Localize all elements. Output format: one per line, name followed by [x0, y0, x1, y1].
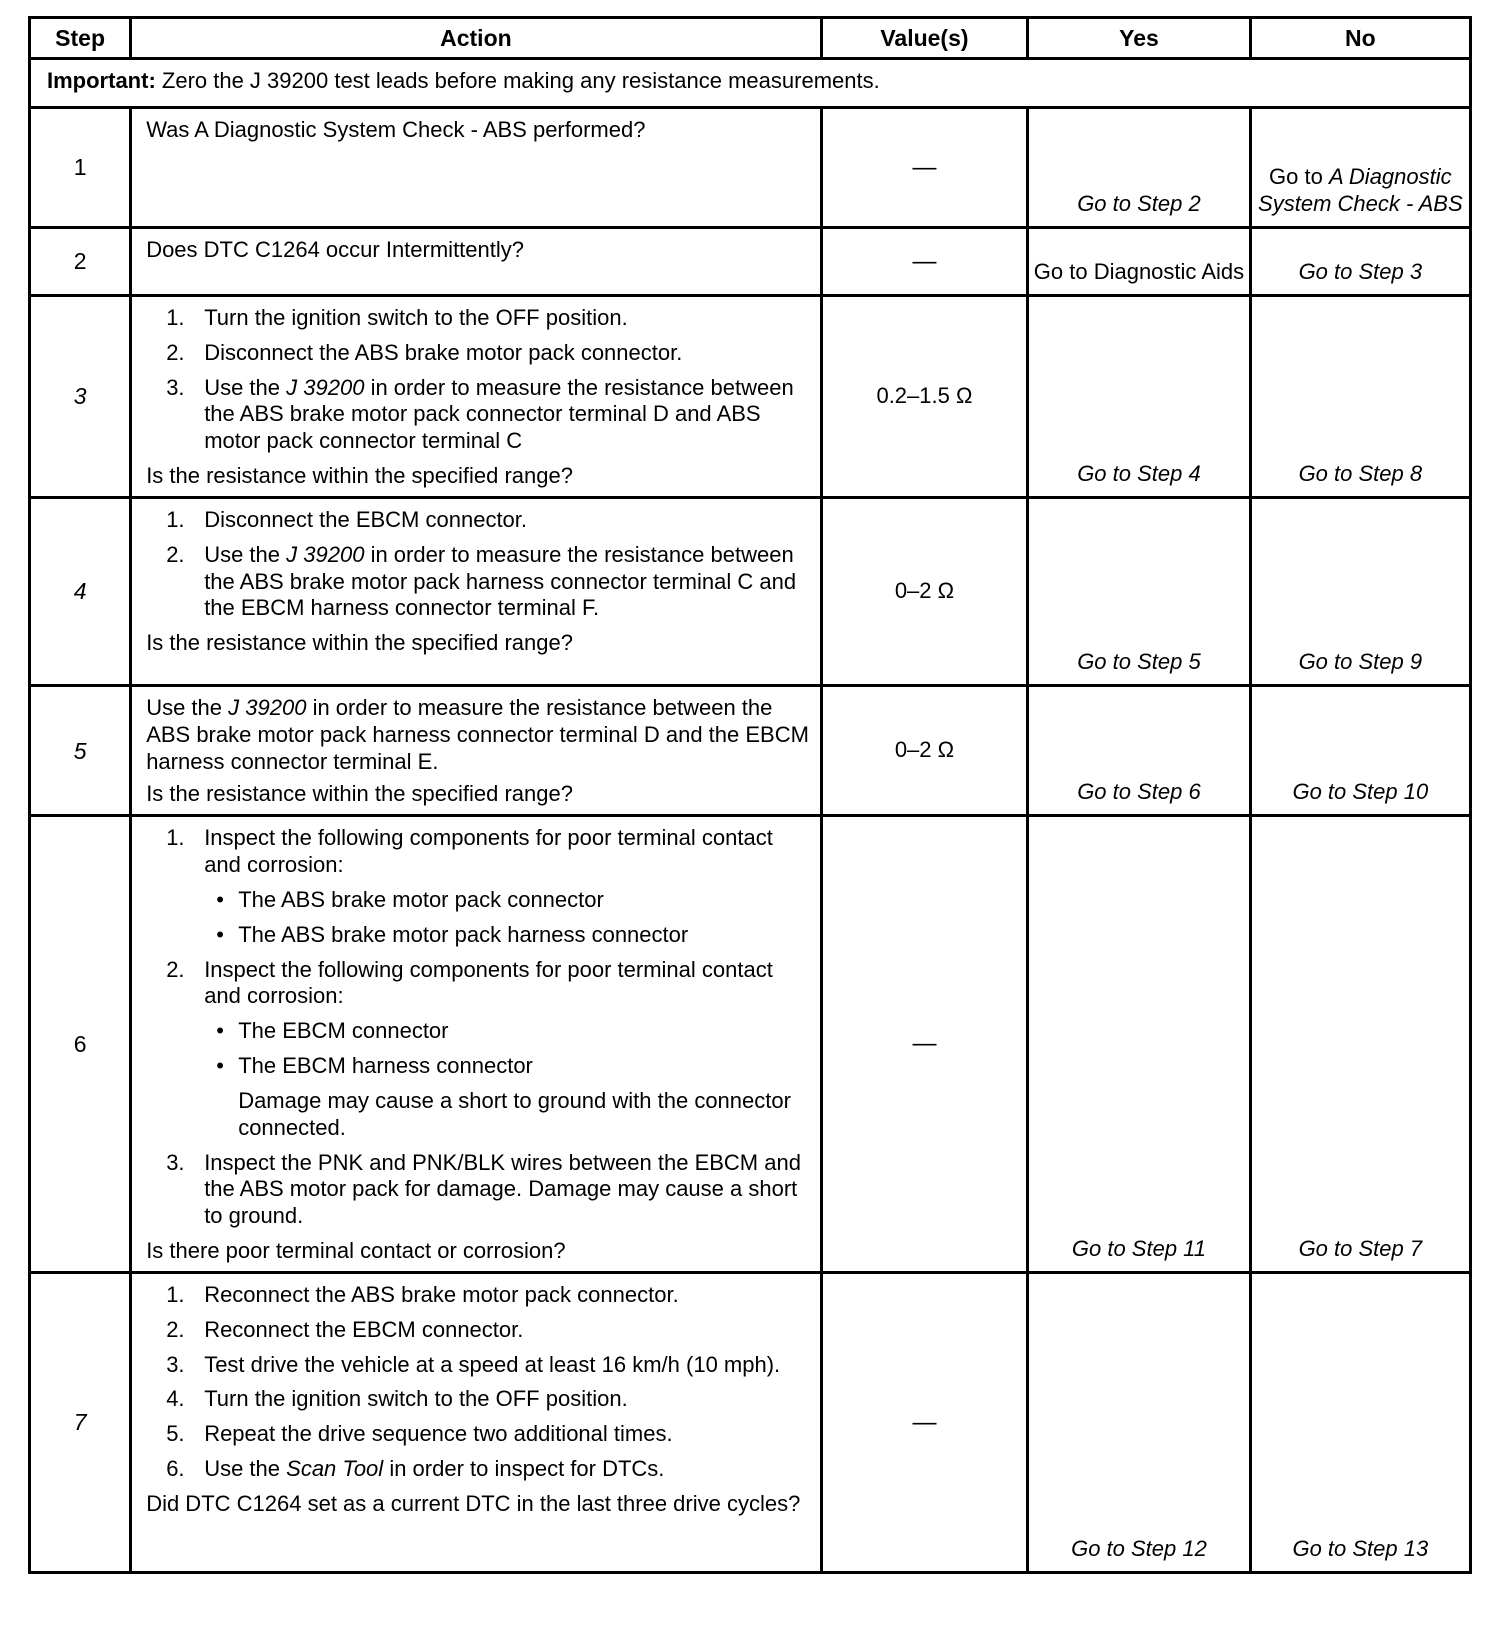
important-note	[30, 59, 1471, 108]
list-item: 2. Reconnect the EBCM connector.	[166, 1316, 524, 1342]
tool-name: J 39200	[286, 374, 365, 400]
important-text: Zero the J 39200 test leads before making any resistance measurements.	[161, 68, 880, 93]
tool-name: Scan Tool	[286, 1456, 384, 1482]
value-cell: 0.2–1.5 Ω	[821, 296, 1028, 498]
step-action	[131, 228, 821, 296]
question: Is the resistance within the specified range?	[146, 630, 573, 656]
step-list	[146, 825, 809, 1230]
step-list	[146, 305, 809, 455]
value-cell: 0–2 Ω	[821, 497, 1028, 685]
step-action	[131, 108, 821, 228]
table-row	[30, 1272, 1471, 1572]
yes-link[interactable]: Go to Step 4	[1028, 296, 1250, 498]
tool-name: J 39200	[228, 694, 307, 720]
step-number: 4	[30, 497, 131, 685]
step-number: 6	[30, 816, 131, 1273]
table-row	[30, 296, 1471, 498]
no-link[interactable]: Go to Step 3	[1250, 228, 1470, 296]
list-item: 4. Turn the ignition switch to the OFF position.	[166, 1386, 628, 1412]
bullet-list	[204, 887, 809, 949]
table-row	[30, 816, 1471, 1273]
header-action: Action	[131, 18, 821, 59]
value-text: —	[912, 1408, 937, 1436]
bullet-item: • The EBCM harness connector	[216, 1053, 533, 1079]
yes-link[interactable]: Go to Step 12	[1028, 1272, 1250, 1572]
no-link[interactable]: Go to Step 8	[1250, 296, 1470, 498]
list-item: 2. Use the J 39200 in order to measure the resistance between the ABS brake motor pack harness connector terminal C and the EBCM harness connector terminal F.	[166, 541, 797, 621]
question: Is the resistance within the specified range?	[146, 781, 573, 807]
header-step: Step	[30, 18, 131, 59]
table-row	[30, 108, 1471, 228]
step-action	[131, 296, 821, 498]
bullet-item: • The ABS brake motor pack harness connector	[216, 921, 689, 947]
step-number: 7	[30, 1272, 131, 1572]
step-number: 3	[30, 296, 131, 498]
yes-link[interactable]: Go to Step 5	[1028, 497, 1250, 685]
list-item: 1. Inspect the following components for poor terminal contact and corrosion: • The ABS brake motor pack connector • The ABS brake motor pack harness connector	[146, 825, 809, 948]
header-no: No	[1250, 18, 1470, 59]
list-item: 3. Inspect the PNK and PNK/BLK wires between the EBCM and the ABS motor pack for damage. Damage may cause a short to ground.	[166, 1149, 801, 1229]
list-item: 1. Turn the ignition switch to the OFF position.	[166, 305, 628, 330]
question: Is there poor terminal contact or corrosion?	[146, 1238, 566, 1264]
list-item: 2. Inspect the following components for poor terminal contact and corrosion: • The EBCM connector • The EBCM harness connector Damage may cause a short to ground with the connector connected.	[146, 957, 809, 1142]
no-link-plain: Go to	[1269, 164, 1323, 190]
header-row	[30, 18, 1471, 59]
tool-name: J 39200	[286, 541, 365, 567]
table-row	[30, 685, 1471, 815]
question: Did DTC C1264 set as a current DTC in the last three drive cycles?	[146, 1490, 801, 1516]
important-label: Important:	[47, 68, 156, 93]
diagnostic-table	[28, 16, 1472, 1574]
step-action	[131, 497, 821, 685]
step-number: 1	[30, 108, 131, 228]
list-item: 2. Disconnect the ABS brake motor pack connector.	[166, 339, 683, 365]
header-values: Value(s)	[821, 18, 1028, 59]
step-action	[131, 1272, 821, 1572]
value-cell	[821, 228, 1028, 296]
list-item: 3. Test drive the vehicle at a speed at least 16 km/h (10 mph).	[166, 1351, 781, 1377]
important-row	[30, 59, 1471, 108]
question: Was A Diagnostic System Check - ABS performed?	[146, 117, 646, 142]
value-cell	[821, 816, 1028, 1273]
value-cell	[821, 108, 1028, 228]
bullet-item: • The EBCM connector	[216, 1018, 449, 1044]
value-text: —	[912, 247, 937, 275]
yes-link[interactable]: Go to Step 11	[1028, 816, 1250, 1273]
list-item: 5. Repeat the drive sequence two additional times.	[166, 1421, 673, 1447]
step-number: 5	[30, 685, 131, 815]
no-link[interactable]	[1250, 108, 1470, 228]
table-row	[30, 497, 1471, 685]
step-action	[131, 685, 821, 815]
no-link[interactable]: Go to Step 13	[1250, 1272, 1470, 1572]
list-item: 1. Disconnect the EBCM connector.	[166, 506, 528, 532]
header-yes: Yes	[1028, 18, 1250, 59]
no-link[interactable]: Go to Step 7	[1250, 816, 1470, 1273]
damage-note: Damage may cause a short to ground with the connector connected.	[238, 1087, 791, 1140]
no-link-italic: A Diagnostic System Check - ABS	[1258, 164, 1463, 217]
value-cell	[821, 1272, 1028, 1572]
value-text: —	[912, 153, 937, 181]
bullet-item: • The ABS brake motor pack connector	[216, 886, 604, 912]
yes-link[interactable]: Go to Step 2	[1028, 108, 1250, 228]
yes-link[interactable]: Go to Diagnostic Aids	[1028, 228, 1250, 296]
yes-link[interactable]: Go to Step 6	[1028, 685, 1250, 815]
step-list	[146, 1282, 809, 1483]
question: Does DTC C1264 occur Intermittently?	[146, 237, 525, 262]
no-link[interactable]: Go to Step 10	[1250, 685, 1470, 815]
list-item: 1. Reconnect the ABS brake motor pack connector.	[166, 1281, 679, 1307]
no-link[interactable]: Go to Step 9	[1250, 497, 1470, 685]
list-item: 6. Use the Scan Tool in order to inspect for DTCs.	[166, 1456, 665, 1482]
step-number: 2	[30, 228, 131, 296]
value-text: —	[912, 1030, 937, 1058]
step-action	[131, 816, 821, 1273]
step-list	[146, 507, 809, 622]
table-row	[30, 228, 1471, 296]
question: Is the resistance within the specified range?	[146, 463, 573, 489]
value-cell: 0–2 Ω	[821, 685, 1028, 815]
list-item: 3. Use the J 39200 in order to measure the resistance between the ABS brake motor pack connector terminal D and ABS motor pack connector terminal C	[166, 374, 794, 454]
bullet-list	[204, 1018, 809, 1080]
step-text: Use the J 39200 in order to measure the resistance between the ABS brake motor pack harness connector terminal D and the EBCM harness connector terminal E.	[146, 694, 809, 774]
